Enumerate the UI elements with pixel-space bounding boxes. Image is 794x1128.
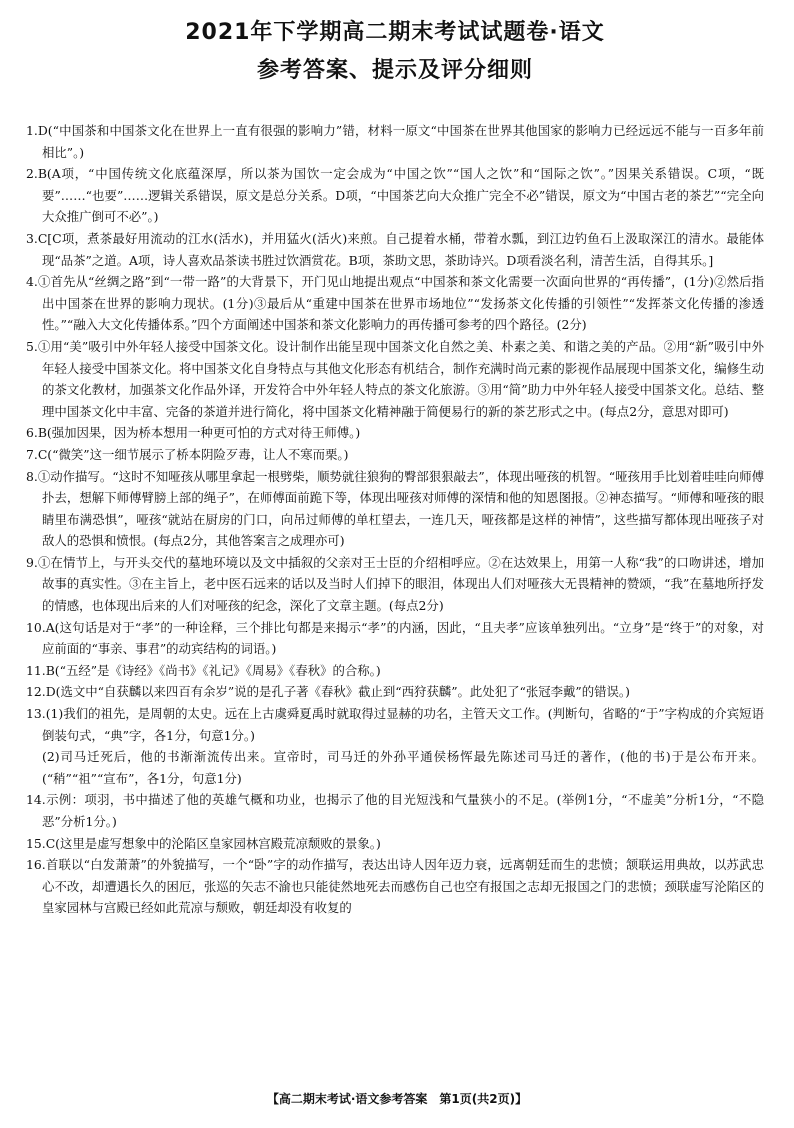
answer-item-1: 1.D(“中国茶和中国茶文化在世界上一直有很强的影响力”错，材料一原文“中国茶在世界其他国家的影响力已经远远不能与一百多年前相比”。) <box>26 123 764 160</box>
answer-list <box>26 120 764 919</box>
answer-item-8: 8.①动作描写。“这时不知哑孩从哪里拿起一根劈柴，顺势就往狼狗的臀部狠狠敲去”，体现出哑孩的机智。“哑孩用手比划着哇哇向师傅扑去，想解下师傅臂膀上部的绳子”，在师傅面前跪下等，体现出哑孩对师傅的深情和他的知恩图报。②神态描写。“师傅和哑孩的眼睛里布满恐惧”，哑孩“就站在厨房的门口，向吊过师傅的单杠望去，一连几天，哑孩都是这样的神情”，这些描写都体现出哑孩子对敌人的恐惧和愤恨。(每点2分，其他答案言之成理亦可) <box>26 468 764 549</box>
answer-item-14: 14.示例：项羽，书中描述了他的英雄气概和功业，也揭示了他的目光短浅和气量狭小的不足。(举例1分，“不虚美”分析1分，“不隐恶”分析1分。) <box>26 792 764 829</box>
answer-item-3: 3.C[C项，煮茶最好用流动的江水(活水)，并用猛火(活火)来煎。自己提着水桶，带着水瓢，到江边钓鱼石上汲取深江的清水。最能体现“品茶”之道。A项，诗人喜欢品茶读书胜过饮酒赏花。B项，茶助文思，茶助诗兴。D项看淡名利，清苦生活，自得其乐。] <box>26 230 764 268</box>
answer-item-13-part-1: 13.(1)我们的祖先，是周朝的太史。远在上古虞舜夏禹时就取得过显赫的功名，主管天文工作。(判断句，省略的“于”字构成的介宾短语倒装句式，“典”字，各1分，句意1分。) <box>26 706 764 743</box>
answer-item-7: 7.C(“微笑”这一细节展示了桥本阴险歹毒，让人不寒而栗。) <box>26 446 349 462</box>
answer-item-13-part-2: (2)司马迁死后，他的书渐渐流传出来。宣帝时，司马迁的外孙平通侯杨恽最先陈述司马迁的著作，(他的书)于是公布开来。(“稍”“祖”“宣布”，各1分，句意1分) <box>42 749 764 786</box>
answer-item-4: 4.①首先从“丝绸之路”到“一带一路”的大背景下，开门见山地提出观点“中国茶和茶文化需要一次面向世界的“再传播”，(1分)②然后指出中国茶在世界的影响力现状。(1分)③最后从“重建中国茶在世界市场地位”“发扬茶文化传播的引领性”“发挥茶文化传播的渗透性。”“融入大文化传播体系。”四个方面阐述中国茶和茶文化影响力的再传播可参考的四个路径。(2分) <box>26 274 764 333</box>
answer-item-16: 16.首联以“白发萧萧”的外貌描写，一个“卧”字的动作描写，表达出诗人因年迈力衰，远离朝廷而生的悲愤；颔联运用典故，以苏武忠心不改，却遭遇长久的困厄，张巡的矢志不渝也只能徒然地死去而感伤自己也空有报国之志却无报国之门的悲愤；颈联虚写沦陷区的皇家园林与宫殿已经如此荒凉与颓败，朝廷却没有收复的 <box>26 857 764 916</box>
answer-item-10: 10.A(这句话是对于“孝”的一种诠释，三个排比句都是来揭示“孝”的内涵，因此，“且夫孝”应该单独列出。“立身”是“终于”的对象，对应前面的“事亲、事君”的动宾结构的词语。) <box>26 619 764 657</box>
answer-item-11: 11.B(“五经”是《诗经》《尚书》《礼记》《周易》《春秋》的合称。) <box>26 662 381 678</box>
answer-item-5: 5.①用“美”吸引中外年轻人接受中国茶文化。设计制作出能呈现中国茶文化自然之美、朴素之美、和谐之美的产品。②用“新”吸引中外年轻人接受中国茶文化。将中国茶文化自身特点与其他文化形态有机结合，制作充满时尚元素的影视作品展现中国茶文化，编修生动的茶文化教材，加强茶文化作品外译，开发符合中外年轻人特点的茶文化旅游。③用“简”助力中外年轻人接受中国茶文化。总结、整理中国茶文化中丰富、完备的茶道并进行简化，将中国茶文化精神融于简便易行的新的茶艺形式之中。(每点2分，意思对即可) <box>26 338 764 419</box>
page-subtitle: 参考答案、提示及评分细则 <box>256 58 533 83</box>
page-footer: 【高二期末考试·语文参考答案 第1页(共2页)】 <box>266 1092 528 1106</box>
page-title: 2021年下学期高二期末考试试题卷·语文 <box>185 20 605 45</box>
answer-item-12: 12.D(选文中“自获麟以来四百有余岁”说的是孔子著《春秋》截止到“西狩获麟”。此处犯了“张冠李戴”的错误。) <box>26 684 630 700</box>
answer-item-9: 9.①在情节上，与开头交代的墓地环境以及文中插叙的父亲对王士臣的介绍相呼应。②在达效果上，用第一人称“我”的口吻讲述，增加故事的真实性。③在主旨上，老中医石远来的话以及当时人们掉下的眼泪，体现出人们对哑孩大无畏精神的赞颂，“我”在墓地所抒发的情感，也体现出后来的人们对哑孩的纪念，深化了文章主题。(每点2分) <box>26 554 764 614</box>
answer-item-6: 6.B(强加因果，因为桥本想用一种更可怕的方式对待王师傅。) <box>26 425 361 441</box>
answer-item-2: 2.B(A项，“中国传统文化底蕴深厚，所以茶为国饮一定会成为“中国之饮”“国人之饮”和“国际之饮”。”因果关系错误。C项，“既要”……“也要”……逻辑关系错误，原文是总分关系。D项，“中国茶艺向大众推广完全不必”错误，原文为“中国古老的茶艺”“完全向大众推广倒可不必”。) <box>26 166 764 225</box>
answer-item-15: 15.C(这里是虚写想象中的沦陷区皇家园林宫殿荒凉颓败的景象。) <box>26 835 381 851</box>
